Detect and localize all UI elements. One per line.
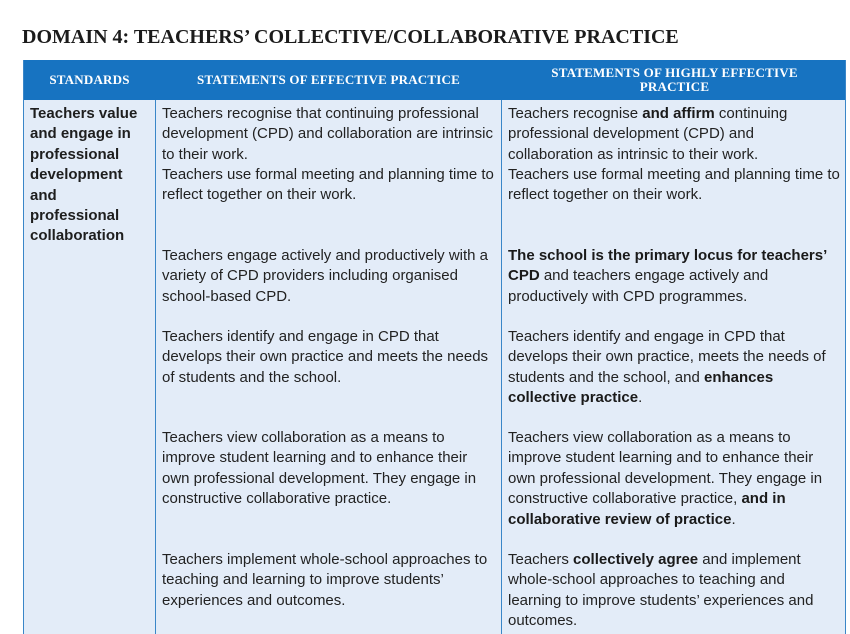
statement-text: .: [638, 389, 643, 407]
effective-practice-column: [156, 100, 501, 634]
practice-table: [23, 60, 846, 634]
statement-text: Teachers identify and engage in CPD that develops their own practice, meets the needs of students and the school, and: [508, 328, 826, 386]
effective-statement: Teachers view collaboration as a means to improve student learning and to enhance their own professional development. They engage in constructive collaborative practice.: [162, 429, 477, 508]
emphasis-text: enhances collective practice: [508, 368, 774, 407]
effective-statement: Teachers use formal meeting and planning time to reflect together on their work.: [162, 166, 494, 204]
statement-text: continuing professional development (CPD) and collaboration as intrinsic to their work.: [508, 105, 788, 163]
highly-effective-statement: [508, 428, 840, 530]
header-effective-practice: STATEMENTS OF EFFECTIVE PRACTICE: [197, 72, 460, 87]
statement-text: Teachers view collaboration as a means to improve student learning and to enhance their own professional development. They engage in constructive collaborative practice,: [508, 429, 823, 508]
header-standards: STANDARDS: [49, 72, 130, 87]
table-header: [24, 60, 845, 100]
standard-text: Teachers value and engage in professional development and professional collaboration: [30, 105, 138, 245]
emphasis-text: and in collaborative review of practice: [508, 490, 786, 528]
emphasis-text: and affirm: [642, 105, 715, 122]
statement-text: Teachers use formal meeting and planning time to reflect together on their work.: [508, 166, 840, 204]
highly-effective-statement: [508, 165, 840, 206]
highly-effective-statement: [508, 246, 840, 307]
effective-statement: Teachers engage actively and productively with a variety of CPD providers including organised school-based CPD.: [162, 247, 489, 305]
statement-text: Teachers recognise: [508, 105, 643, 122]
statement-text: Teachers: [508, 551, 574, 568]
page-title: DOMAIN 4: TEACHERS’ COLLECTIVE/COLLABORATIVE PRACTICE: [22, 26, 679, 48]
highly-effective-statement: [508, 104, 840, 165]
statement-text: .: [731, 510, 736, 528]
statement-text: and implement whole-school approaches to teaching and learning to improve students’ experiences and outcomes.: [508, 551, 814, 630]
highly-effective-statement: [508, 550, 840, 632]
emphasis-text: collectively agree: [573, 551, 699, 568]
statement-text: and teachers engage actively and productively with CPD programmes.: [508, 267, 769, 305]
effective-statement: Teachers recognise that continuing professional development (CPD) and collaboration are intrinsic to their work.: [162, 105, 493, 163]
effective-statement: Teachers implement whole-school approaches to teaching and learning to improve students’ experiences and outcomes.: [162, 551, 488, 609]
highly-effective-practice-column: [502, 100, 846, 634]
standards-column: [24, 100, 155, 634]
header-highly-effective-practice: STATEMENTS OF HIGHLY EFFECTIVE PRACTICE: [551, 65, 798, 94]
emphasis-text: The school is the primary locus for teachers’ CPD: [508, 247, 827, 285]
effective-statement: Teachers identify and engage in CPD that develops their own practice and meets the needs of students and the school.: [162, 328, 489, 386]
highly-effective-statement: [508, 327, 840, 409]
